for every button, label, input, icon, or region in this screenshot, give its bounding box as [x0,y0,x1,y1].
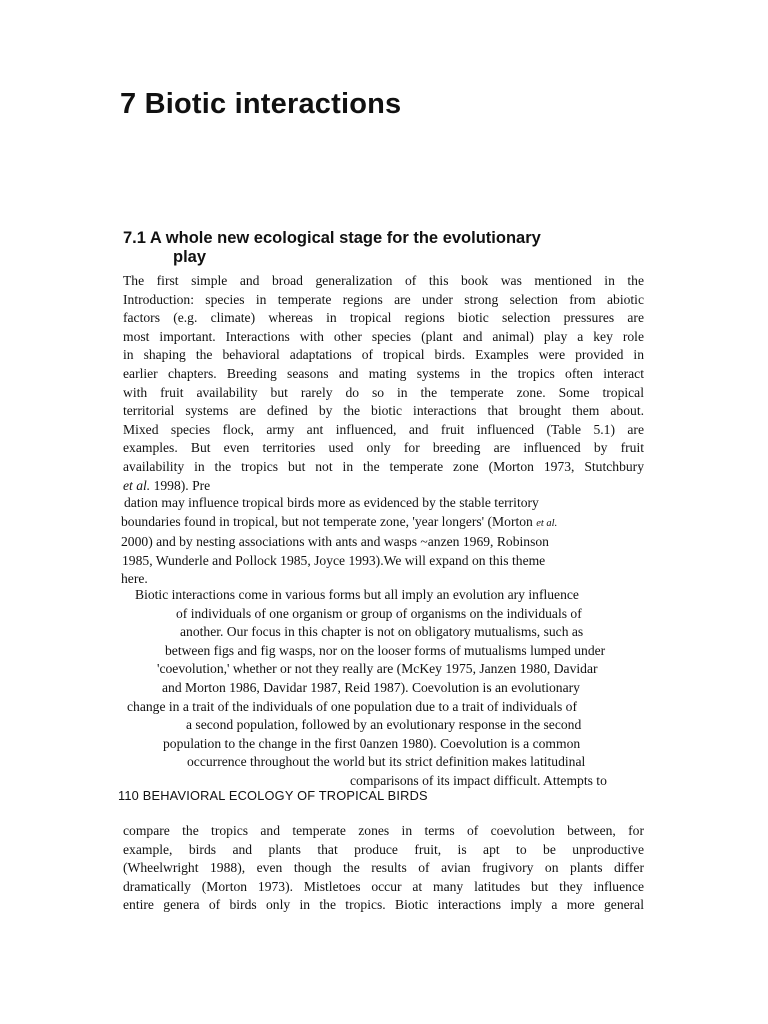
text-line: with fruit availability but rarely do so in the temperate zone. Some tropical [123,384,644,400]
text-line: The first simple and broad generalization of this book was mentioned in the [123,273,644,288]
chapter-title: 7 Biotic interactions [120,88,402,120]
text-line: of individuals of one organism or group of organisms on the individuals of [176,605,582,621]
text-line: in shaping the behavioral adaptations of tropical birds. Examples were provided in [123,347,644,363]
text-line-last [123,477,644,496]
text-line: between figs and fig wasps, nor on the looser forms of mutualisms lumped under [165,642,606,658]
text-line: Mixed species flock, army ant influenced, and fruit influenced (Table 5.1) are [123,421,644,437]
text-line: a second population, followed by an evolutionary response in the second [186,717,582,733]
text-line: factors (e.g. climate) whereas in tropical regions biotic selection pressures are [123,310,644,326]
text-line: dramatically (Morton 1973). Mistletoes occur at many latitudes but they influence [123,878,644,894]
section-title [123,229,623,267]
text-line: examples. But even territories used only for breeding are influenced by fruit [123,440,644,456]
text-line: 2000) and by nesting associations with ants and wasps ~anzen 1969, Robinson [121,534,549,550]
text-line: example, birds and plants that produce fruit, is apt to be unproductive [123,841,644,857]
text-line: entire genera of birds only in the tropics. Biotic interactions imply a more general [123,897,644,913]
text-line: comparisons of its impact difficult. Attempts to [350,772,607,788]
text-line: Biotic interactions come in various forms but all imply an evolution ary influence [135,587,579,602]
text-line: dation may influence tropical birds more as evidenced by the stable territory [124,495,539,510]
text-line: here. [121,571,148,587]
text-line: territorial systems are defined by the biotic interactions that brought them about. [123,403,644,419]
paragraph-3 [121,586,646,791]
text-line: Introduction: species in temperate regions are under strong selection from abiotic [123,291,644,307]
text-line: compare the tropics and temperate zones in terms of coevolution between, for [123,823,644,838]
text-line: earlier chapters. Breeding seasons and mating systems in the tropics often interact [123,365,644,381]
text-line: 1985, Wunderle and Pollock 1985, Joyce 1993).We will expand on this theme [122,552,546,568]
text-line: most important. Interactions with other species (plant and animal) play a key role [123,328,644,344]
running-footer: 110 BEHAVIORAL ECOLOGY OF TROPICAL BIRDS [118,788,428,803]
text-line: occurrence throughout the world but its strict definition makes latitudinal [187,754,586,770]
text-line: population to the change in the first 0anzen 1980). Coevolution is a common [163,735,581,751]
text-line: availability in the tropics but not in the temperate zone (Morton 1973, Stutchbury [123,458,644,474]
paragraph-1 [123,272,644,495]
text-fragment: 1998). Pre [150,477,211,493]
text-fragment: boundaries found in tropical, but not temperate zone, 'year longers' (Morton [121,513,537,529]
text-line: and Morton 1986, Davidar 1987, Reid 1987). Coevolution is an evolutionary [162,679,580,695]
italic-et-al: et al. [123,477,151,493]
text-line: (Wheelwright 1988), even though the results of avian frugivory on plants differ [123,860,644,876]
paragraph-4 [123,822,644,915]
section-title-line2: play [173,248,207,266]
italic-et-al: et al. [536,517,558,529]
section-title-line1: 7.1 A whole new ecological stage for the evolutionary [123,229,541,247]
text-line: 'coevolution,' whether or not they really are (McKey 1975, Janzen 1980, Davidar [157,661,598,677]
text-line [121,513,646,534]
text-line: change in a trait of the individuals of one population due to a trait of individuals of [127,698,577,714]
paragraph-2 [121,494,646,589]
text-line: another. Our focus in this chapter is not on obligatory mutualisms, such as [180,624,584,640]
